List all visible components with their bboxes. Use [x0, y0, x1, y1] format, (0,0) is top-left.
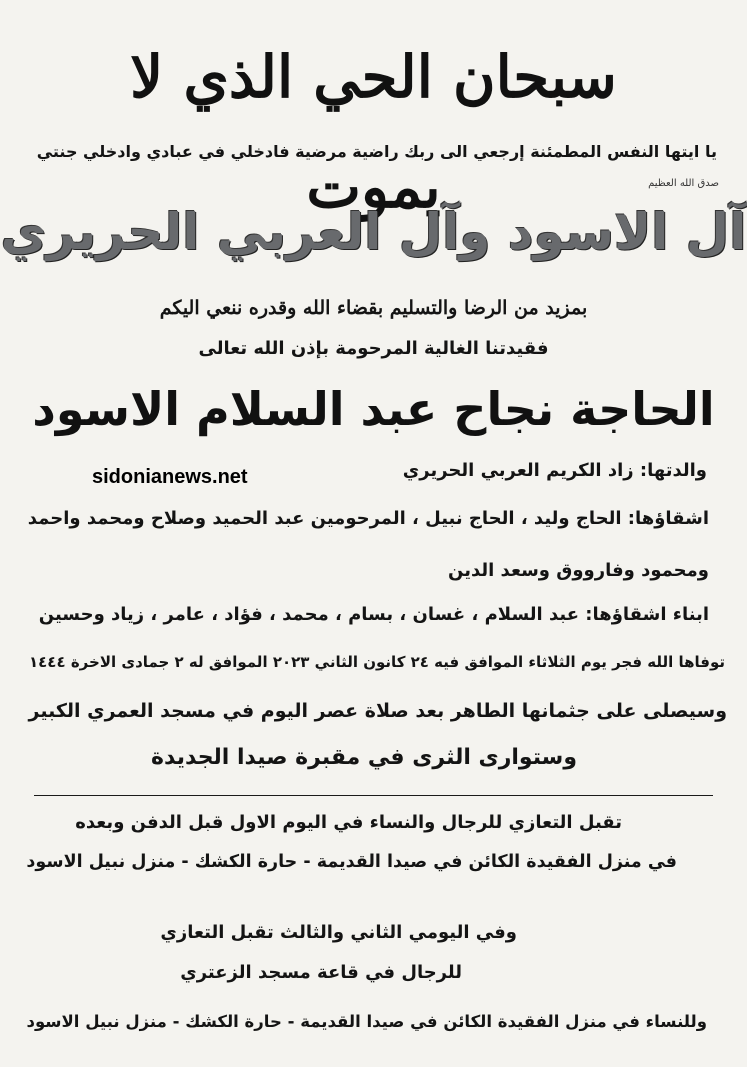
- death-date-line: توفاها الله فجر يوم الثلاثاء الموافق فيه ٢٤ كانون الثاني ٢٠٢٣ الموافق له ٢ جمادى الاخرة ١٤٤٤: [28, 653, 725, 671]
- burial-line: وستوارى الثرى في مقبرة صيدا الجديدة: [151, 745, 577, 770]
- header-calligraphy: سبحان الحي الذي لا يموت: [130, 43, 617, 221]
- deceased-intro: فقيدتنا الغالية المرحومة بإذن الله تعالى: [198, 338, 549, 359]
- brothers-line-1: اشقاؤها: الحاج وليد ، الحاج نبيل ، المرحومين عبد الحميد وصلاح ومحمد واحمد: [27, 508, 709, 529]
- mother-line: والدتها: زاد الكريم العربي الحريري: [402, 460, 707, 481]
- nephews-line: ابناء اشقاؤها: عبد السلام ، غسان ، بسام ، محمد ، فؤاد ، عامر ، زياد وحسين: [38, 604, 709, 625]
- brothers-line-2: ومحمود وفارووق وسعد الدين: [448, 560, 709, 581]
- deceased-name: الحاجة نجاح عبد السلام الاسود: [32, 382, 715, 436]
- verse-source: صدق الله العظيم: [648, 178, 719, 189]
- condolence-line-2: في منزل الفقيدة الكائن في صيدا القديمة - حارة الكشك - منزل نبيل الاسود: [26, 852, 677, 872]
- funeral-prayer-line: وسيصلى على جثمانها الطاهر بعد صلاة عصر اليوم في مسجد العمري الكبير: [28, 700, 727, 722]
- condolence-line-3: وفي اليومي الثاني والثالث تقبل التعازي: [160, 922, 517, 943]
- divider: [34, 795, 713, 796]
- family-names: آل الاسود وآل العربي الحريري: [0, 203, 747, 261]
- condolence-line-1: تقبل التعازي للرجال والنساء في اليوم الاول قبل الدفن وبعده: [75, 812, 622, 833]
- condolence-line-5: وللنساء في منزل الفقيدة الكائن في صيدا القديمة - حارة الكشك - منزل نبيل الاسود: [26, 1012, 707, 1031]
- condolence-line-4: للرجال في قاعة مسجد الزعتري: [180, 962, 462, 983]
- announcement: بمزيد من الرضا والتسليم بقضاء الله وقدره ننعي اليكم: [159, 297, 588, 319]
- website-watermark: sidonianews.net: [92, 466, 248, 488]
- quran-verse: يا ايتها النفس المطمئنة إرجعي الى ربك راضية مرضية فادخلي في عبادي وادخلي جنتي: [36, 142, 717, 161]
